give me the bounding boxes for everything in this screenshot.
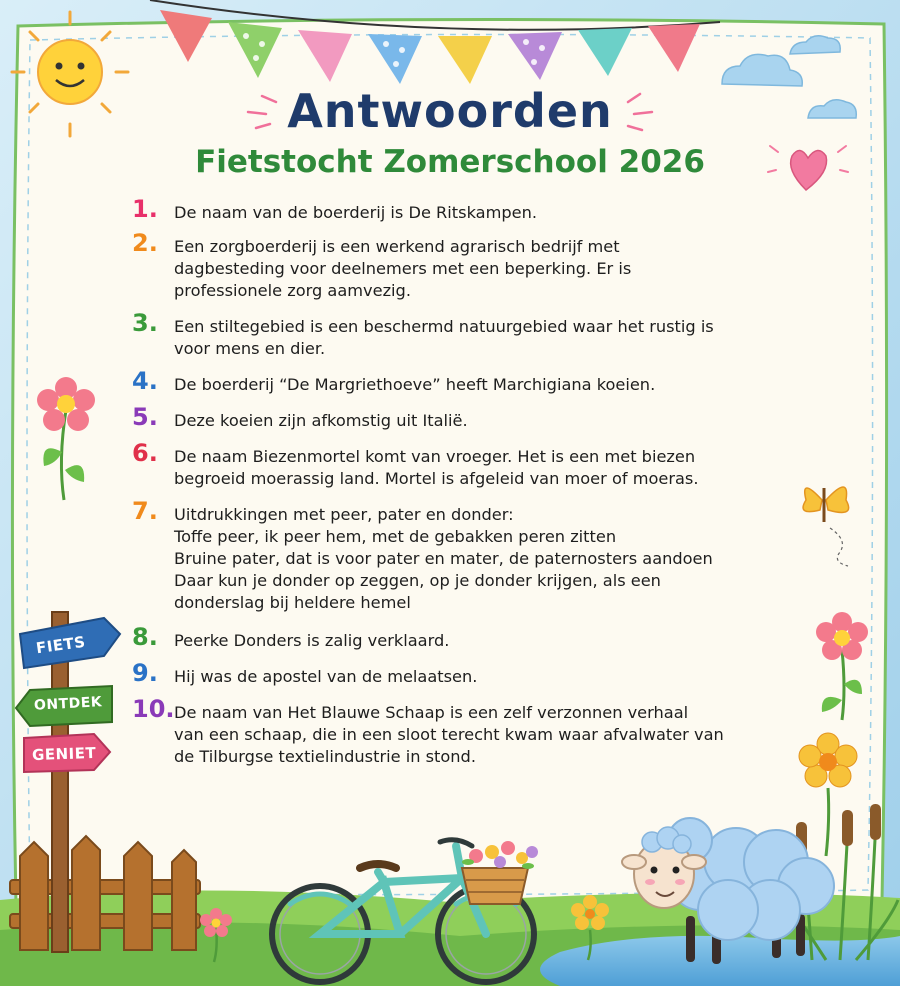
- answer-item: [132, 367, 787, 396]
- answer-line: De naam Biezenmortel komt van vroeger. Het is een met biezen: [174, 447, 696, 466]
- answer-line: van een schaap, die in een sloot terecht kwam waar afvalwater van: [174, 725, 724, 744]
- page-subtitle: Fietstocht Zomerschool 2026: [195, 144, 705, 180]
- answer-item: [132, 439, 787, 490]
- sign-geniet-label: GENIET: [31, 743, 97, 765]
- answer-number: 2.: [132, 229, 158, 257]
- answer-line: De naam van de boerderij is De Ritskampen.: [174, 203, 537, 222]
- answer-line: De boerderij “De Margriethoeve” heeft Marchigiana koeien.: [174, 375, 656, 394]
- answers-list: [132, 195, 787, 768]
- answer-line: donderslag bij heldere hemel: [174, 593, 411, 612]
- answer-number: 9.: [132, 659, 158, 687]
- answer-line: Uitdrukkingen met peer, pater en donder:: [174, 505, 514, 524]
- answer-item: [132, 403, 787, 432]
- sign-fiets-label: FIETS: [34, 632, 87, 658]
- page-title: Antwoorden: [287, 84, 613, 138]
- answer-line: De naam van Het Blauwe Schaap is een zelf verzonnen verhaal: [174, 703, 689, 722]
- answer-text: [174, 236, 787, 302]
- answer-line: voor mens en dier.: [174, 339, 326, 358]
- answer-line: begroeid moerassig land. Mortel is afgeleid van moer of moeras.: [174, 469, 699, 488]
- answer-item: [132, 229, 787, 302]
- answer-line: Peerke Donders is zalig verklaard.: [174, 631, 450, 650]
- answer-text: [174, 410, 787, 432]
- answer-line: Bruine pater, dat is voor pater en mater, de paternosters aandoen: [174, 549, 713, 568]
- answer-line: de Tilburgse textielindustrie in stond.: [174, 747, 476, 766]
- answer-text: [174, 504, 787, 614]
- answer-number: 4.: [132, 367, 158, 395]
- answer-number: 6.: [132, 439, 158, 467]
- answer-line: Toffe peer, ik peer hem, met de gebakken peren zitten: [174, 527, 617, 546]
- answer-number: 7.: [132, 497, 158, 525]
- answer-number: 10.: [132, 695, 175, 723]
- answer-text: [174, 702, 787, 768]
- answer-item: [132, 659, 787, 688]
- answer-text: [174, 374, 787, 396]
- answer-line: Een stiltegebied is een beschermd natuurgebied waar het rustig is: [174, 317, 714, 336]
- answer-number: 5.: [132, 403, 158, 431]
- answer-item: [132, 623, 787, 652]
- answer-number: 8.: [132, 623, 158, 651]
- answer-line: Deze koeien zijn afkomstig uit Italië.: [174, 411, 468, 430]
- answer-line: Hij was de apostel van de melaatsen.: [174, 667, 478, 686]
- answer-line: Daar kun je donder op zeggen, op je donder krijgen, als een: [174, 571, 661, 590]
- answer-number: 3.: [132, 309, 158, 337]
- sign-ontdek-label: ONTDEK: [33, 694, 103, 714]
- answer-text: [174, 630, 787, 652]
- answer-item: [132, 497, 787, 614]
- answer-line: dagbesteding voor deelnemers met een beperking. Er is: [174, 259, 632, 278]
- answer-line: Een zorgboerderij is een werkend agrarisch bedrijf met: [174, 237, 620, 256]
- answer-text: [174, 446, 787, 490]
- answer-text: [174, 666, 787, 688]
- answer-text: [174, 316, 787, 360]
- answer-line: professionele zorg aamvezig.: [174, 281, 411, 300]
- answer-number: 1.: [132, 195, 158, 223]
- answer-item: [132, 195, 787, 224]
- answer-item: [132, 309, 787, 360]
- answer-text: [174, 202, 787, 224]
- answer-item: [132, 695, 787, 768]
